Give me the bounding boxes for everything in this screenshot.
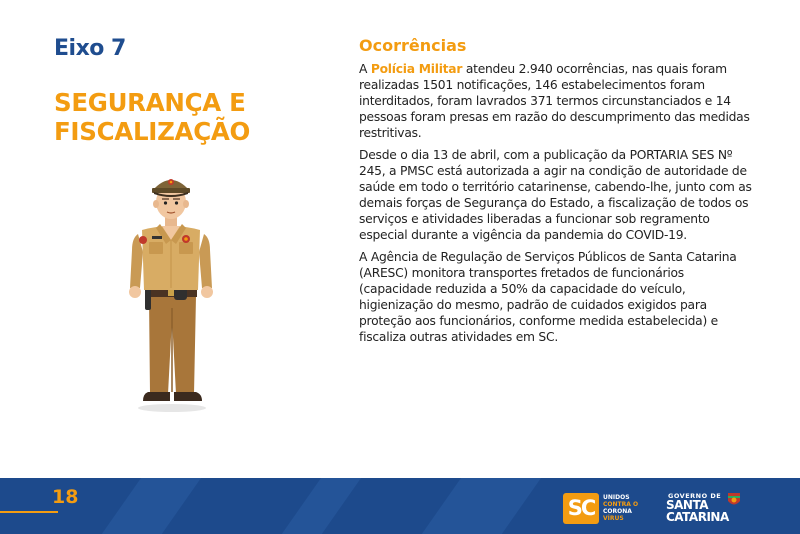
gov-logo-small-text: GOVERNO DE xyxy=(668,492,722,500)
paragraph-rest: atendeu 2.940 ocorrências, nas quais foram realizadas 1501 notificações, 146 estabelecimentos foram interditados, foram lavrados 371 termos circunstanciados e 14 pessoas foram presas em razão do descumprimento das medidas restritivas. xyxy=(359,62,750,140)
paragraph-prefix: A xyxy=(359,62,371,76)
sc-tag-line3: CORONA xyxy=(603,508,632,515)
paragraph-aresc: A Agência de Regulação de Serviços Públicos de Santa Catarina (ARESC) monitora transportes fretados de funcionários (capacidade reduzida a 50% da capacidade do veículo, higienização do mesmo, padrão de cuidados exigidos para proteção aos funcionários, conforme medida estabelecida) e fiscaliza outras atividades em SC. xyxy=(359,250,737,344)
sc-logo-tagline xyxy=(603,494,649,522)
police-officer-illustration xyxy=(116,168,226,413)
state-crest-icon xyxy=(725,491,743,509)
sc-tag-line4: VÍRUS xyxy=(603,515,624,522)
footer-bar xyxy=(0,478,800,534)
sc-tag-line1: UNIDOS xyxy=(603,494,630,501)
sc-tag-line2: CONTRA O xyxy=(603,501,639,508)
sc-logo-mark: SC xyxy=(563,493,599,524)
highlight-policia-militar: Polícia Militar xyxy=(370,62,463,76)
paragraph-portaria: Desde o dia 13 de abril, com a publicação da PORTARIA SES Nº 245, a PMSC está autorizada a agir na condição de autoridade de saúde em todo o território catarinense, cabendo-lhe, junto com as demais forças de Segurança do Estado, a fiscalização de todos os serviços e atividades liberadas a funcionar sob regramento especial durante a vigência da pandemia do COVID-19. xyxy=(359,148,752,242)
page-title: SEGURANÇA E FISCALIZAÇÃO xyxy=(54,88,251,146)
section-heading: Ocorrências xyxy=(359,36,467,55)
page-number-underline xyxy=(0,511,58,513)
axis-label: Eixo 7 xyxy=(54,36,126,61)
gov-logo-big-text: SANTA CATARINA xyxy=(666,498,729,524)
content-column xyxy=(359,36,754,351)
paragraph-occurrences xyxy=(359,61,754,141)
page-number: 18 xyxy=(52,486,79,508)
